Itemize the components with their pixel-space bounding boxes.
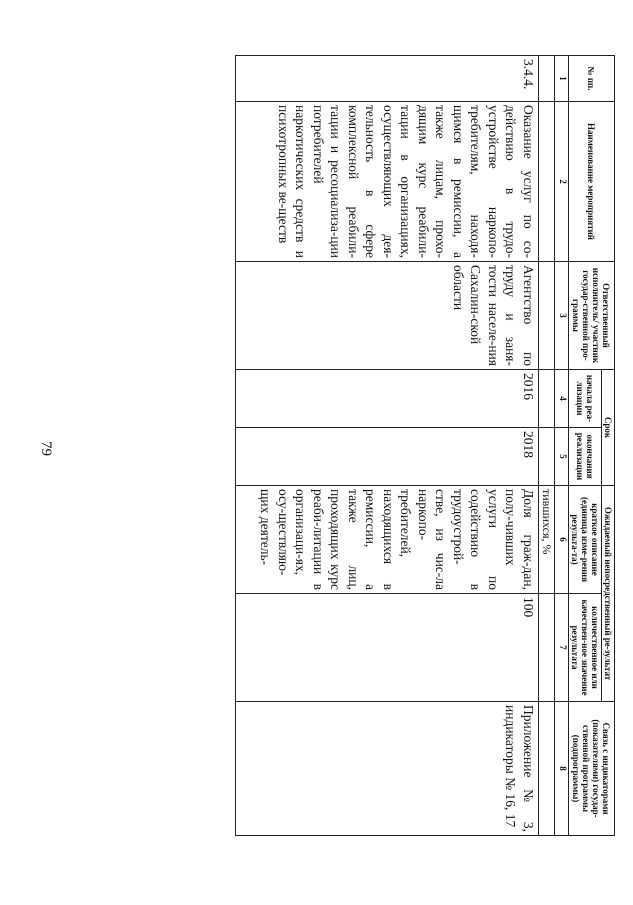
program-activities-table [235,55,615,836]
row-num: 3.4.4. [236,56,539,102]
gap-cell [539,56,555,102]
gap-cell [539,370,555,428]
header-executor: Ответственный исполнитель/ участник государ-ственной про-граммы [569,262,615,370]
header-term: Срок [602,370,615,486]
row-activity-name: Оказание услуг по со-действию в трудо-устройстве наркопо-требителям, находя-щимся в ремиссии, а также лицам, прохо-дящим курс реабили-тации в организациях, осуществляющих дея-тельность в сфере комплексной реабили-тации и ресоциализа-ции потребителей наркотических средств и психотропных ве-ществ [236,102,539,262]
header-link: Связь с индикаторами (показателями) государ-ственной программы (подпрограммы) [569,702,615,836]
column-number: 4 [555,370,569,428]
header-result: Ожидаемый непосредственный ре-зультат [602,486,615,702]
header-term-end: окончания реализации [569,428,602,486]
column-number: 2 [555,102,569,262]
header-row-1 [602,56,615,836]
column-number: 3 [555,262,569,370]
column-number-row [555,56,569,836]
gap-cell [539,262,555,370]
header-result-value: количественное или качествен-ное значение результата [569,594,602,702]
header-name: Наименование мероприятий [569,102,615,262]
header-result-desc: краткое описание (единица изме-рения результа-та) [569,486,602,594]
row-result-description: Доля граж-дан, полу-чивших услуги по содействию в трудоустрой-стве, из чис-ла наркопо-требителей, находящихся в ремиссии, а также лиц, проходящих курс реаби-литации в организаци-ях, осу-ществляю-щих деятель- [236,486,539,594]
row-end-year: 2018 [236,428,539,486]
gap-cell [539,428,555,486]
gap-cell [539,702,555,836]
continuation-row [539,56,555,836]
rotated-table-container [195,55,615,835]
table-row [236,56,539,836]
gap-cell-result-desc: тившихся, % [539,486,555,594]
gap-cell [539,102,555,262]
row-executor: Агентство по труду и заня-тости населе-ния Сахалин-ской области [236,262,539,370]
header-num: № пп. [569,56,615,102]
column-number: 5 [555,428,569,486]
column-number: 7 [555,594,569,702]
column-number: 8 [555,702,569,836]
header-term-start: начала реа-лизации [569,370,602,428]
row-start-year: 2016 [236,370,539,428]
page-number: 79 [38,441,54,456]
gap-cell [539,594,555,702]
column-number: 1 [555,56,569,102]
column-number: 6 [555,486,569,594]
table-rotation-wrapper [195,55,615,835]
row-indicator-link: Приложение № 3, индикаторы № 16, 17 [236,702,539,836]
row-result-value: 100 [236,594,539,702]
